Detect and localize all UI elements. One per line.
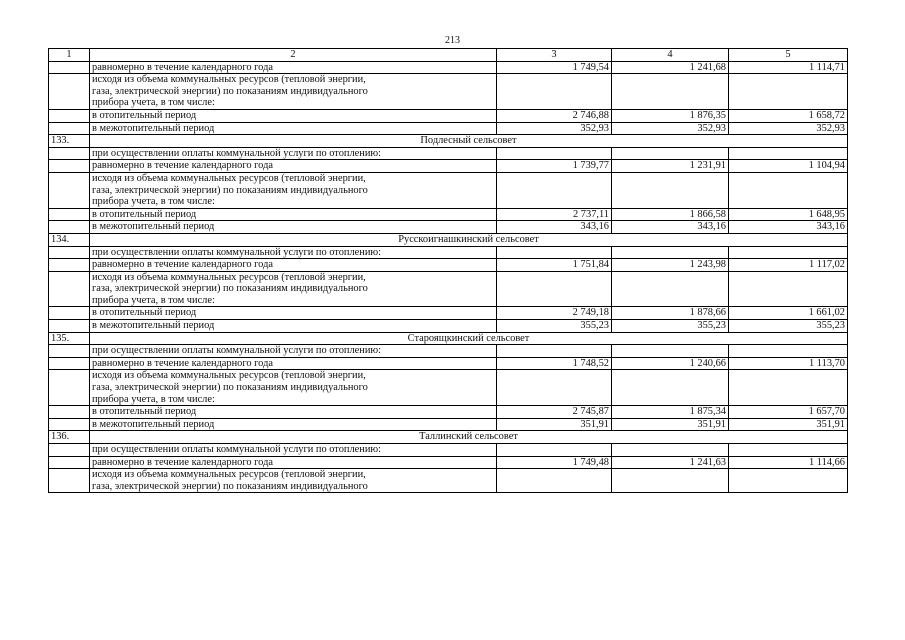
section-row xyxy=(49,135,848,148)
description-line: прибора учета, в том числе: xyxy=(92,97,215,109)
row-number xyxy=(49,357,90,370)
row-number xyxy=(49,109,90,122)
table-row xyxy=(49,456,848,469)
table-row xyxy=(49,246,848,259)
value-col-3: 1 749,48 xyxy=(497,456,612,469)
table-row xyxy=(49,307,848,320)
table-row xyxy=(49,271,848,307)
row-number xyxy=(49,172,90,208)
value-cell xyxy=(497,271,612,307)
row-description: в отопительный период xyxy=(90,208,497,221)
tariff-table-body xyxy=(49,49,848,493)
section-row xyxy=(49,332,848,345)
row-description xyxy=(90,271,497,307)
row-description: равномерно в течение календарного года xyxy=(90,456,497,469)
row-number: 133. xyxy=(49,135,90,148)
value-col-3: 351,91 xyxy=(497,418,612,431)
row-description xyxy=(90,74,497,110)
column-number-4: 4 xyxy=(612,49,729,62)
tariff-table xyxy=(48,48,848,493)
value-col-4: 1 240,66 xyxy=(612,357,729,370)
value-col-3: 343,16 xyxy=(497,221,612,234)
description-line: исходя из объема коммунальных ресурсов (тепловой энергии, xyxy=(92,271,366,283)
table-row xyxy=(49,469,848,493)
table-row xyxy=(49,122,848,135)
row-number: 136. xyxy=(49,431,90,444)
value-col-4: 1 875,34 xyxy=(612,406,729,419)
value-col-5: 1 104,94 xyxy=(729,160,848,173)
row-number xyxy=(49,122,90,135)
table-row xyxy=(49,208,848,221)
row-number xyxy=(49,469,90,493)
row-description: в отопительный период xyxy=(90,109,497,122)
value-col-3: 1 739,77 xyxy=(497,160,612,173)
value-cell xyxy=(729,246,848,259)
section-row xyxy=(49,431,848,444)
value-cell xyxy=(729,271,848,307)
table-row xyxy=(49,109,848,122)
row-number xyxy=(49,208,90,221)
value-cell xyxy=(497,172,612,208)
value-cell xyxy=(497,469,612,493)
description-line: газа, электрической энергии) по показаниям индивидуального xyxy=(92,480,368,492)
row-number xyxy=(49,74,90,110)
table-row xyxy=(49,357,848,370)
column-number-5: 5 xyxy=(729,49,848,62)
description-line: газа, электрической энергии) по показаниям индивидуального xyxy=(92,382,368,394)
table-row xyxy=(49,406,848,419)
table-row xyxy=(49,172,848,208)
table-row xyxy=(49,74,848,110)
table-row xyxy=(49,320,848,333)
table-row xyxy=(49,418,848,431)
description-line: исходя из объема коммунальных ресурсов (тепловой энергии, xyxy=(92,370,366,382)
value-cell xyxy=(729,147,848,160)
value-cell xyxy=(729,345,848,358)
row-number xyxy=(49,221,90,234)
value-col-4: 1 243,98 xyxy=(612,259,729,272)
value-col-3: 2 749,18 xyxy=(497,307,612,320)
row-number xyxy=(49,370,90,406)
description-line: газа, электрической энергии) по показаниям индивидуального xyxy=(92,85,368,97)
value-col-4: 1 241,63 xyxy=(612,456,729,469)
value-col-4: 355,23 xyxy=(612,320,729,333)
row-description xyxy=(90,172,497,208)
value-col-5: 355,23 xyxy=(729,320,848,333)
table-row xyxy=(49,370,848,406)
column-number-row xyxy=(49,49,848,62)
value-col-3: 1 751,84 xyxy=(497,259,612,272)
row-number xyxy=(49,444,90,457)
description-line: исходя из объема коммунальных ресурсов (тепловой энергии, xyxy=(92,469,366,481)
description-line: прибора учета, в том числе: xyxy=(92,196,215,208)
value-col-3: 352,93 xyxy=(497,122,612,135)
value-col-3: 2 737,11 xyxy=(497,208,612,221)
value-cell xyxy=(497,345,612,358)
value-cell xyxy=(497,246,612,259)
row-number: 134. xyxy=(49,233,90,246)
row-number: 135. xyxy=(49,332,90,345)
column-number-3: 3 xyxy=(497,49,612,62)
value-cell xyxy=(612,370,729,406)
description-line: исходя из объема коммунальных ресурсов (тепловой энергии, xyxy=(92,74,366,86)
table-row xyxy=(49,345,848,358)
row-description: при осуществлении оплаты коммунальной услуги по отоплению: xyxy=(90,246,497,259)
row-number xyxy=(49,456,90,469)
section-title: Подлесный сельсовет xyxy=(90,135,848,148)
value-cell xyxy=(612,172,729,208)
row-number xyxy=(49,147,90,160)
value-cell xyxy=(729,469,848,493)
value-col-3: 2 746,88 xyxy=(497,109,612,122)
page-number: 213 xyxy=(445,35,460,46)
value-col-4: 1 876,35 xyxy=(612,109,729,122)
row-number xyxy=(49,160,90,173)
value-cell xyxy=(497,147,612,160)
value-col-4: 343,16 xyxy=(612,221,729,234)
value-cell xyxy=(497,444,612,457)
section-title: Русскоигнашкинский сельсовет xyxy=(90,233,848,246)
value-cell xyxy=(729,74,848,110)
row-number xyxy=(49,61,90,74)
value-col-5: 1 113,70 xyxy=(729,357,848,370)
row-description: равномерно в течение календарного года xyxy=(90,259,497,272)
value-cell xyxy=(612,469,729,493)
value-col-3: 2 745,87 xyxy=(497,406,612,419)
value-col-4: 1 878,66 xyxy=(612,307,729,320)
row-description: при осуществлении оплаты коммунальной услуги по отоплению: xyxy=(90,147,497,160)
value-col-4: 352,93 xyxy=(612,122,729,135)
value-cell xyxy=(612,444,729,457)
value-col-4: 351,91 xyxy=(612,418,729,431)
row-description xyxy=(90,469,497,493)
description-line: исходя из объема коммунальных ресурсов (тепловой энергии, xyxy=(92,172,366,184)
description-line: газа, электрической энергии) по показаниям индивидуального xyxy=(92,283,368,295)
row-number xyxy=(49,259,90,272)
row-description: в отопительный период xyxy=(90,307,497,320)
row-description: равномерно в течение календарного года xyxy=(90,61,497,74)
description-line: прибора учета, в том числе: xyxy=(92,393,215,405)
value-cell xyxy=(612,246,729,259)
row-description: при осуществлении оплаты коммунальной услуги по отоплению: xyxy=(90,444,497,457)
table-row xyxy=(49,444,848,457)
value-col-5: 343,16 xyxy=(729,221,848,234)
value-cell xyxy=(729,444,848,457)
value-col-5: 1 658,72 xyxy=(729,109,848,122)
value-cell xyxy=(729,172,848,208)
value-col-4: 1 241,68 xyxy=(612,61,729,74)
value-col-3: 1 749,54 xyxy=(497,61,612,74)
value-col-4: 1 866,58 xyxy=(612,208,729,221)
table-row xyxy=(49,147,848,160)
description-line: газа, электрической энергии) по показаниям индивидуального xyxy=(92,184,368,196)
value-cell xyxy=(612,271,729,307)
value-col-3: 355,23 xyxy=(497,320,612,333)
value-col-5: 1 648,95 xyxy=(729,208,848,221)
row-number xyxy=(49,320,90,333)
value-col-3: 1 748,52 xyxy=(497,357,612,370)
value-col-5: 1 114,66 xyxy=(729,456,848,469)
row-description: в межотопительный период xyxy=(90,122,497,135)
section-row xyxy=(49,233,848,246)
row-number xyxy=(49,418,90,431)
value-cell xyxy=(497,74,612,110)
section-title: Таллинский сельсовет xyxy=(90,431,848,444)
column-number-2: 2 xyxy=(90,49,497,62)
value-cell xyxy=(497,370,612,406)
column-number-1: 1 xyxy=(49,49,90,62)
value-col-5: 1 114,71 xyxy=(729,61,848,74)
value-col-4: 1 231,91 xyxy=(612,160,729,173)
row-description: равномерно в течение календарного года xyxy=(90,160,497,173)
row-number xyxy=(49,246,90,259)
value-cell xyxy=(612,345,729,358)
row-description: при осуществлении оплаты коммунальной услуги по отоплению: xyxy=(90,345,497,358)
table-row xyxy=(49,259,848,272)
row-number xyxy=(49,307,90,320)
table-row xyxy=(49,221,848,234)
table-row xyxy=(49,160,848,173)
row-number xyxy=(49,406,90,419)
row-description: равномерно в течение календарного года xyxy=(90,357,497,370)
row-number xyxy=(49,271,90,307)
row-description: в межотопительный период xyxy=(90,221,497,234)
value-cell xyxy=(612,147,729,160)
table-row xyxy=(49,61,848,74)
value-col-5: 1 661,02 xyxy=(729,307,848,320)
value-col-5: 1 117,02 xyxy=(729,259,848,272)
row-description: в межотопительный период xyxy=(90,418,497,431)
value-col-5: 351,91 xyxy=(729,418,848,431)
row-number xyxy=(49,345,90,358)
value-cell xyxy=(612,74,729,110)
description-line: прибора учета, в том числе: xyxy=(92,294,215,306)
value-col-5: 352,93 xyxy=(729,122,848,135)
row-description: в межотопительный период xyxy=(90,320,497,333)
section-title: Староящкинский сельсовет xyxy=(90,332,848,345)
value-cell xyxy=(729,370,848,406)
value-col-5: 1 657,70 xyxy=(729,406,848,419)
row-description: в отопительный период xyxy=(90,406,497,419)
row-description xyxy=(90,370,497,406)
